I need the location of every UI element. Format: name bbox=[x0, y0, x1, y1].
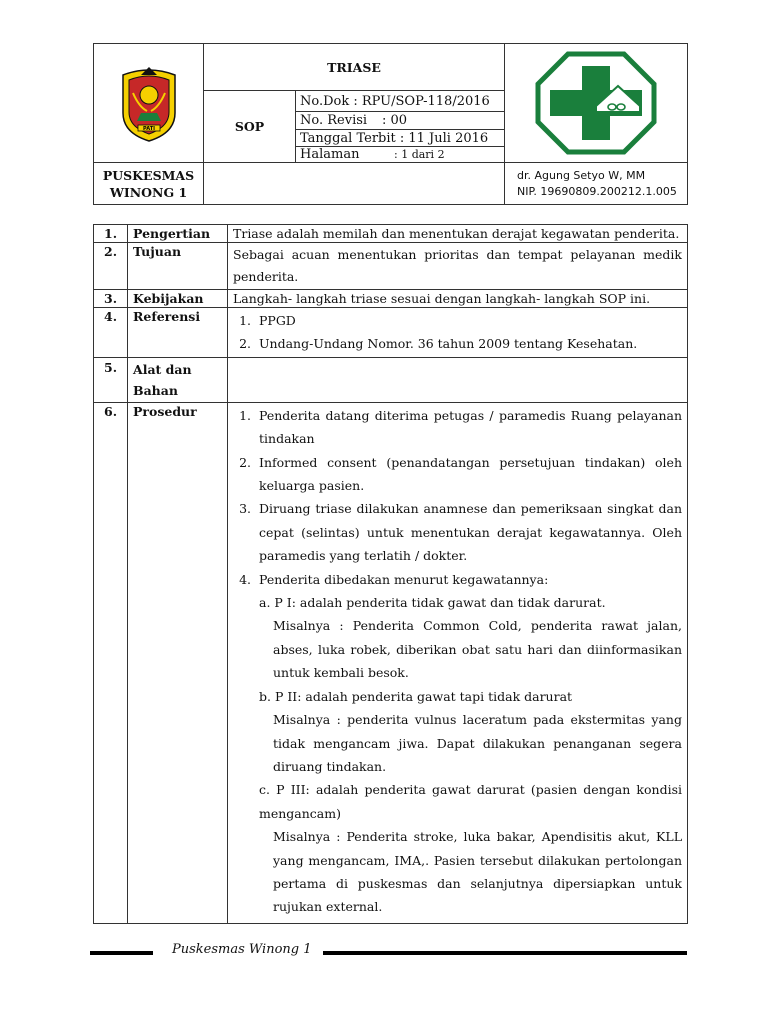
section-number: 6. bbox=[94, 402, 128, 923]
page-count bbox=[296, 147, 505, 163]
footer-rule-right bbox=[323, 951, 687, 955]
section-number: 4. bbox=[94, 308, 128, 358]
regency-emblem-cell bbox=[94, 44, 204, 163]
section-row bbox=[94, 357, 688, 402]
section-row bbox=[94, 290, 688, 308]
procedure-step: 2. Informed consent (penandatangan persetujuan tindakan) oleh keluarga pasien. bbox=[255, 451, 682, 498]
document-title: TRIASE bbox=[204, 44, 505, 91]
section-label: Alat dan Bahan bbox=[128, 357, 228, 402]
section-row bbox=[94, 243, 688, 290]
signer-cell bbox=[505, 163, 688, 205]
organization-name bbox=[94, 163, 204, 205]
reference-list-cell bbox=[228, 308, 688, 358]
revision-value: : 00 bbox=[382, 113, 408, 128]
reference-item: 1. PPGD bbox=[255, 309, 682, 332]
puskesmas-logo-cell bbox=[505, 44, 688, 163]
blank-cell bbox=[204, 163, 505, 205]
organization-line-2: WINONG 1 bbox=[109, 184, 188, 200]
sop-label: SOP bbox=[204, 91, 296, 163]
section-label: Prosedur bbox=[128, 402, 228, 923]
revision-number bbox=[296, 112, 505, 130]
section-row bbox=[94, 225, 688, 243]
section-number: 2. bbox=[94, 243, 128, 290]
section-label: Tujuan bbox=[128, 243, 228, 290]
section-number: 3. bbox=[94, 290, 128, 308]
revision-label: No. Revisi bbox=[300, 113, 368, 128]
footer-rule-left bbox=[90, 951, 153, 955]
section-text: Sebagai acuan menentukan prioritas dan tempat pelayanan medik penderita. bbox=[228, 243, 688, 290]
emblem-lettering: PATI bbox=[142, 126, 155, 132]
page-value: : 1 dari 2 bbox=[394, 148, 445, 161]
procedure-step bbox=[255, 568, 682, 919]
section-number: 1. bbox=[94, 225, 128, 243]
procedure-step: 1. Penderita datang diterima petugas / paramedis Ruang pelayanan tindakan bbox=[255, 404, 682, 451]
priority-1-example: Misalnya : Penderita Common Cold, penderita rawat jalan, abses, luka robek, diberikan obat satu hari dan diinformasikan untuk kembali besok. bbox=[273, 618, 682, 681]
section-text: Triase adalah memilah dan menentukan derajat kegawatan penderita. bbox=[228, 225, 688, 243]
section-label: Kebijakan bbox=[128, 290, 228, 308]
reference-item: 2. Undang-Undang Nomor. 36 tahun 2009 tentang Kesehatan. bbox=[255, 332, 682, 355]
document-number: No.Dok : RPU/SOP-118/2016 bbox=[296, 91, 505, 112]
procedure-cell bbox=[228, 402, 688, 923]
priority-3: c. P III: adalah penderita gawat darurat (pasien dengan kondisi mengancam) bbox=[259, 782, 682, 821]
section-text: Langkah- langkah triase sesuai dengan langkah- langkah SOP ini. bbox=[228, 290, 688, 308]
procedure-steps bbox=[233, 404, 682, 919]
section-row bbox=[94, 308, 688, 358]
section-label: Pengertian bbox=[128, 225, 228, 243]
footer-text: Puskesmas Winong 1 bbox=[172, 942, 312, 957]
signer-nip: NIP. 19690809.200212.1.005 bbox=[517, 184, 677, 198]
puskesmas-logo-icon bbox=[534, 50, 658, 156]
issue-date: Tanggal Terbit : 11 Juli 2016 bbox=[296, 130, 505, 147]
signer-name: dr. Agung Setyo W, MM bbox=[517, 168, 646, 182]
organization-line-1: PUSKESMAS bbox=[102, 167, 195, 183]
priority-3-example: Misalnya : Penderita stroke, luka bakar, Apendisitis akut, KLL yang mengancam, IMA,. Pasien tersebut dilakukan pertolongan pertama di puskesmas dan selanjutnya dipersiapkan untuk rujukan external. bbox=[273, 829, 682, 915]
priority-2-example: Misalnya : penderita vulnus laceratum pada ekstermitas yang tidak mengancam jiwa. Dapat dilakukan penanganan segera diruang tindakan. bbox=[273, 712, 682, 774]
reference-list bbox=[233, 309, 682, 356]
procedure-step-text: 4. Penderita dibedakan menurut kegawatannya: bbox=[259, 571, 549, 587]
section-text bbox=[228, 357, 688, 402]
section-number: 5. bbox=[94, 357, 128, 402]
procedure-step: 3. Diruang triase dilakukan anamnese dan pemeriksaan singkat dan cepat (selintas) untuk menentukan derajat kegawatannya. Oleh paramedis yang terlatih / dokter. bbox=[255, 497, 682, 567]
section-label: Referensi bbox=[128, 308, 228, 358]
section-row bbox=[94, 402, 688, 923]
priority-2: b. P II: adalah penderita gawat tapi tidak darurat bbox=[259, 688, 573, 704]
priority-1: a. P I: adalah penderita tidak gawat dan tidak darurat. bbox=[259, 595, 606, 611]
page-label: Halaman bbox=[300, 147, 360, 162]
sop-header-table bbox=[93, 43, 688, 205]
pati-regency-emblem-icon bbox=[119, 63, 179, 143]
sop-content-table bbox=[93, 224, 688, 924]
